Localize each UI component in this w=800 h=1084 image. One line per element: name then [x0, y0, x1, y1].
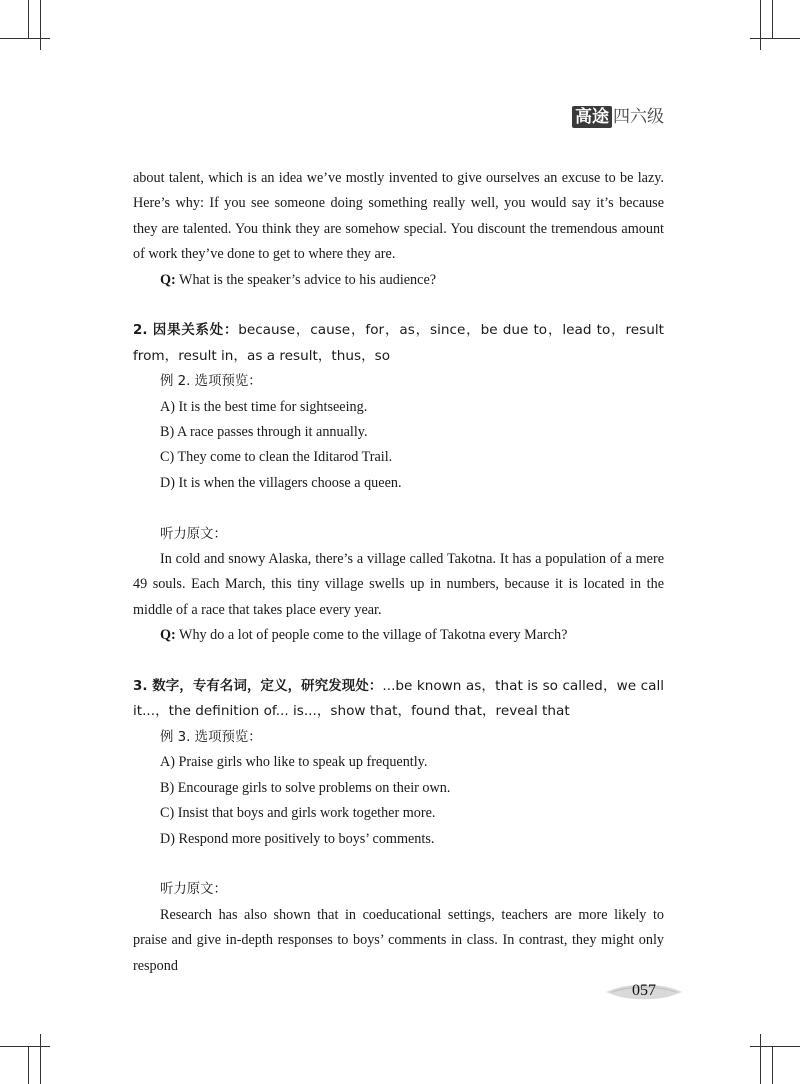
page-number-badge	[604, 980, 684, 1002]
spacer	[133, 649, 664, 674]
crop-mark-bottom-right-v2	[772, 1046, 773, 1084]
section2-example-label: 例 2. 选项预览：	[160, 374, 262, 390]
section2-question	[133, 623, 664, 648]
crop-mark-top-right-v	[760, 0, 761, 50]
page-content	[133, 166, 664, 979]
section2-heading-line	[133, 318, 664, 369]
section3-heading-line	[133, 674, 664, 725]
section2-option: C) They come to clean the Iditarod Trail.	[160, 449, 393, 466]
section3-transcript: Research has also shown that in coeducational settings, teachers are more likely to praise and give in-depth responses to boys’ comments in class. In contrast, they might only respond	[133, 906, 664, 974]
section2-transcript: In cold and snowy Alaska, there’s a village called Takotna. It has a population of a mere 49 souls. Each March, this tiny village swells up in numbers, because it is located in the middle of a race that takes place every year.	[133, 551, 664, 618]
crop-mark-top-right-h	[750, 38, 800, 39]
section2-cues: because，cause，for，as，since，be due to，lead to，result from，result in，as a result，thus，so	[133, 322, 664, 364]
section2-transcript-label: 听力原文：	[160, 526, 227, 542]
section3-cues: ...be known as，that is so called，we call it...，the definition of... is...，show that，found that，reveal that	[133, 678, 664, 720]
section2-heading: 2. 因果关系处：	[133, 323, 239, 339]
crop-mark-top-left-v	[40, 0, 41, 50]
spacer	[133, 496, 664, 521]
brand-logo-box: 高途	[572, 106, 612, 128]
intro-question	[133, 268, 664, 293]
question-label: Q:	[160, 627, 176, 644]
header-brand	[572, 106, 664, 128]
section3-option: A) Praise girls who like to speak up frequently.	[160, 754, 428, 771]
question-label: Q:	[160, 271, 176, 288]
brand-subtitle: 四六级	[613, 107, 664, 127]
question-text: Why do a lot of people come to the village of Takotna every March?	[175, 627, 568, 644]
section2-option: B) A race passes through it annually.	[160, 424, 368, 441]
question-text: What is the speaker’s advice to his audience?	[175, 271, 437, 288]
section3-option: C) Insist that boys and girls work together more.	[160, 805, 436, 822]
crop-mark-top-right-v2	[772, 0, 773, 38]
crop-mark-bottom-left-h	[0, 1046, 50, 1047]
crop-mark-bottom-left-v	[40, 1034, 41, 1084]
crop-mark-top-left-h	[0, 38, 50, 39]
section3-option: B) Encourage girls to solve problems on their own.	[160, 779, 451, 796]
intro-paragraph: about talent, which is an idea we’ve mostly invented to give ourselves an excuse to be lazy. Here’s why: If you see someone doing something really well, you would say it’s because they are talented. You think they are somehow special. You discount the tremendous amount of work they’ve done to get to where they are.	[133, 170, 664, 263]
section2-option: D) It is when the villagers choose a queen.	[160, 474, 402, 491]
crop-mark-bottom-left-v2	[28, 1046, 29, 1084]
section3-option: D) Respond more positively to boys’ comments.	[160, 830, 435, 847]
spacer	[133, 852, 664, 877]
spacer	[133, 293, 664, 318]
crop-mark-top-left-v2	[28, 0, 29, 38]
section3-heading: 3. 数字，专有名词，定义，研究发现处：	[133, 679, 383, 695]
section3-transcript-label: 听力原文：	[160, 882, 227, 898]
section3-example-label: 例 3. 选项预览：	[160, 729, 262, 745]
section2-option: A) It is the best time for sightseeing.	[160, 398, 368, 415]
crop-mark-bottom-right-h	[750, 1046, 800, 1047]
crop-mark-bottom-right-v	[760, 1034, 761, 1084]
page-number: 057	[632, 982, 656, 999]
